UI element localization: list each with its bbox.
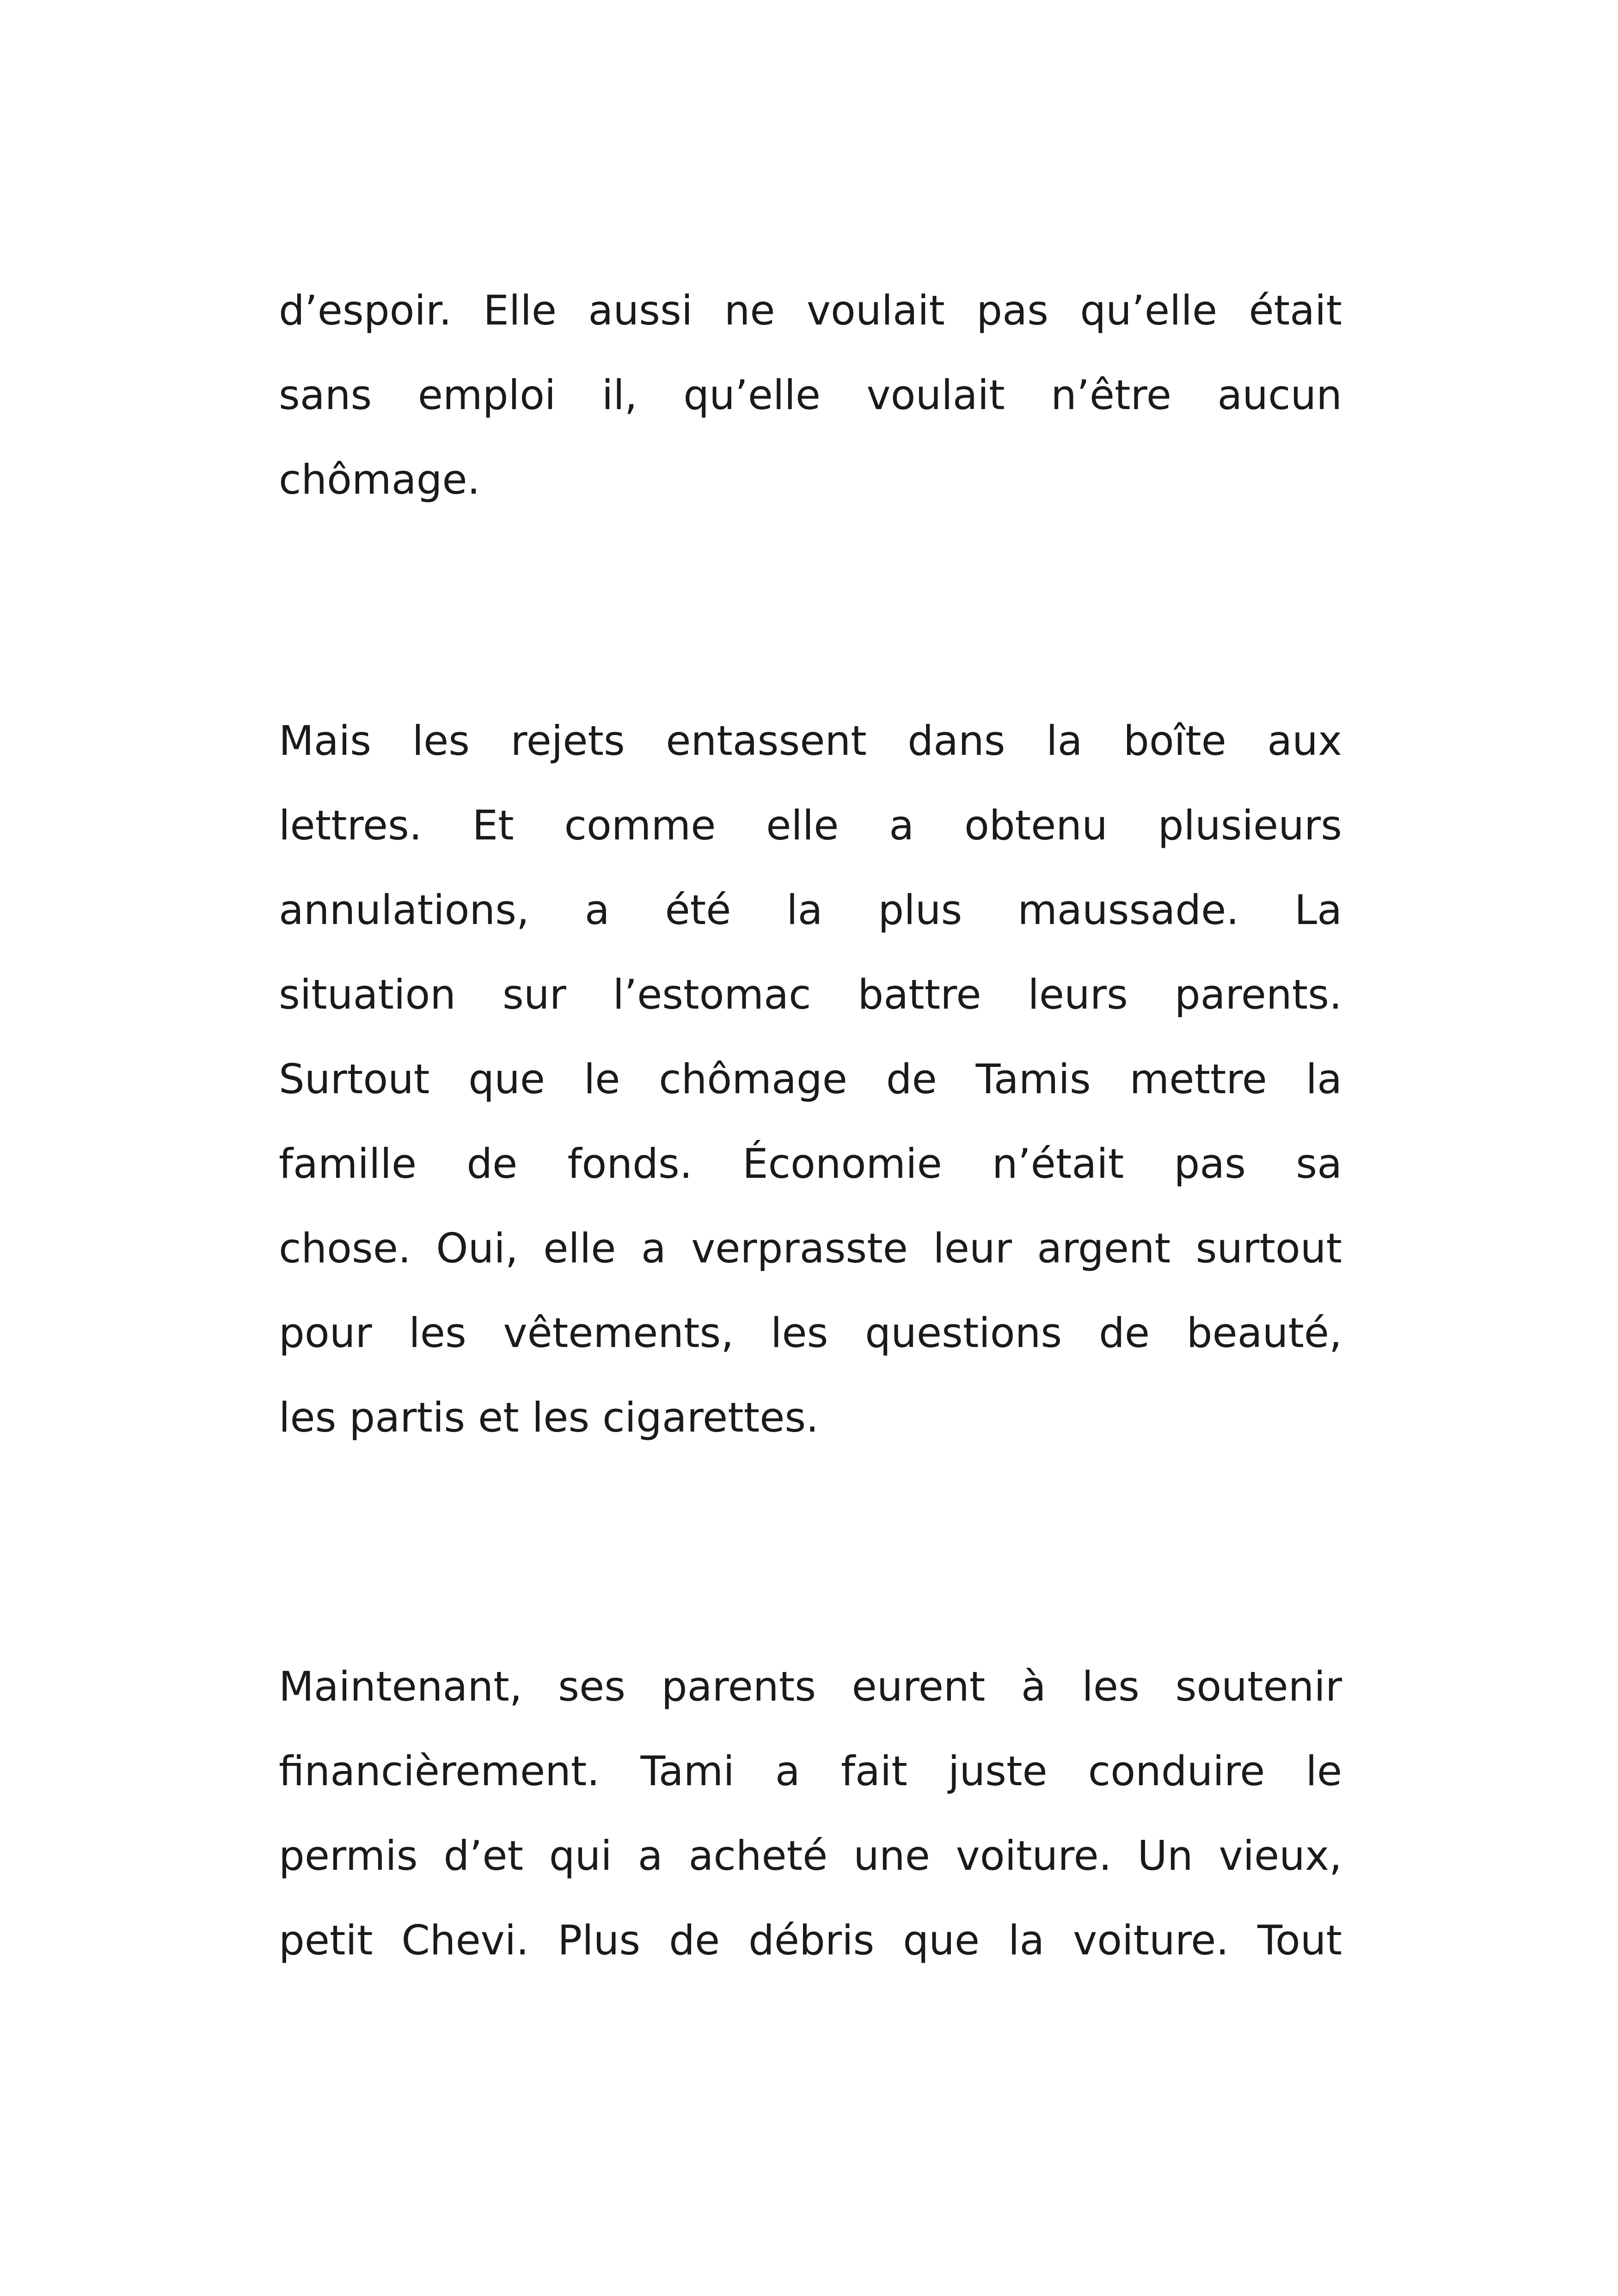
paragraph-1 xyxy=(279,268,1342,522)
text-line: chose. Oui, elle a verprasste leur argent surtout xyxy=(279,1225,1342,1272)
paragraph-2 xyxy=(279,698,1342,1460)
text-line: Mais les rejets entassent dans la boîte aux xyxy=(279,717,1342,765)
paragraph-3 xyxy=(279,1644,1342,1983)
text-line: pour les vêtements, les questions de beauté, xyxy=(279,1309,1342,1357)
text-line: famille de fonds. Économie n’était pas sa xyxy=(279,1140,1342,1188)
text-line: lettres. Et comme elle a obtenu plusieurs xyxy=(279,802,1342,849)
text-line: situation sur l’estomac battre leurs parents. xyxy=(279,971,1342,1018)
text-line: permis d’et qui a acheté une voiture. Un vieux, xyxy=(279,1832,1342,1880)
text-line: sans emploi il, qu’elle voulait n’être aucun xyxy=(279,371,1342,419)
text-line: chômage. xyxy=(279,456,480,503)
text-line: petit Chevi. Plus de débris que la voiture. Tout xyxy=(279,1916,1342,1964)
text-line: annulations, a été la plus maussade. La xyxy=(279,886,1342,934)
text-line: les partis et les cigarettes. xyxy=(279,1394,819,1441)
text-line: d’espoir. Elle aussi ne voulait pas qu’elle était xyxy=(279,287,1342,334)
text-line: Surtout que le chômage de Tamis mettre la xyxy=(279,1055,1342,1103)
text-line: financièrement. Tami a fait juste conduire le xyxy=(279,1747,1342,1795)
text-line: Maintenant, ses parents eurent à les soutenir xyxy=(279,1663,1342,1710)
